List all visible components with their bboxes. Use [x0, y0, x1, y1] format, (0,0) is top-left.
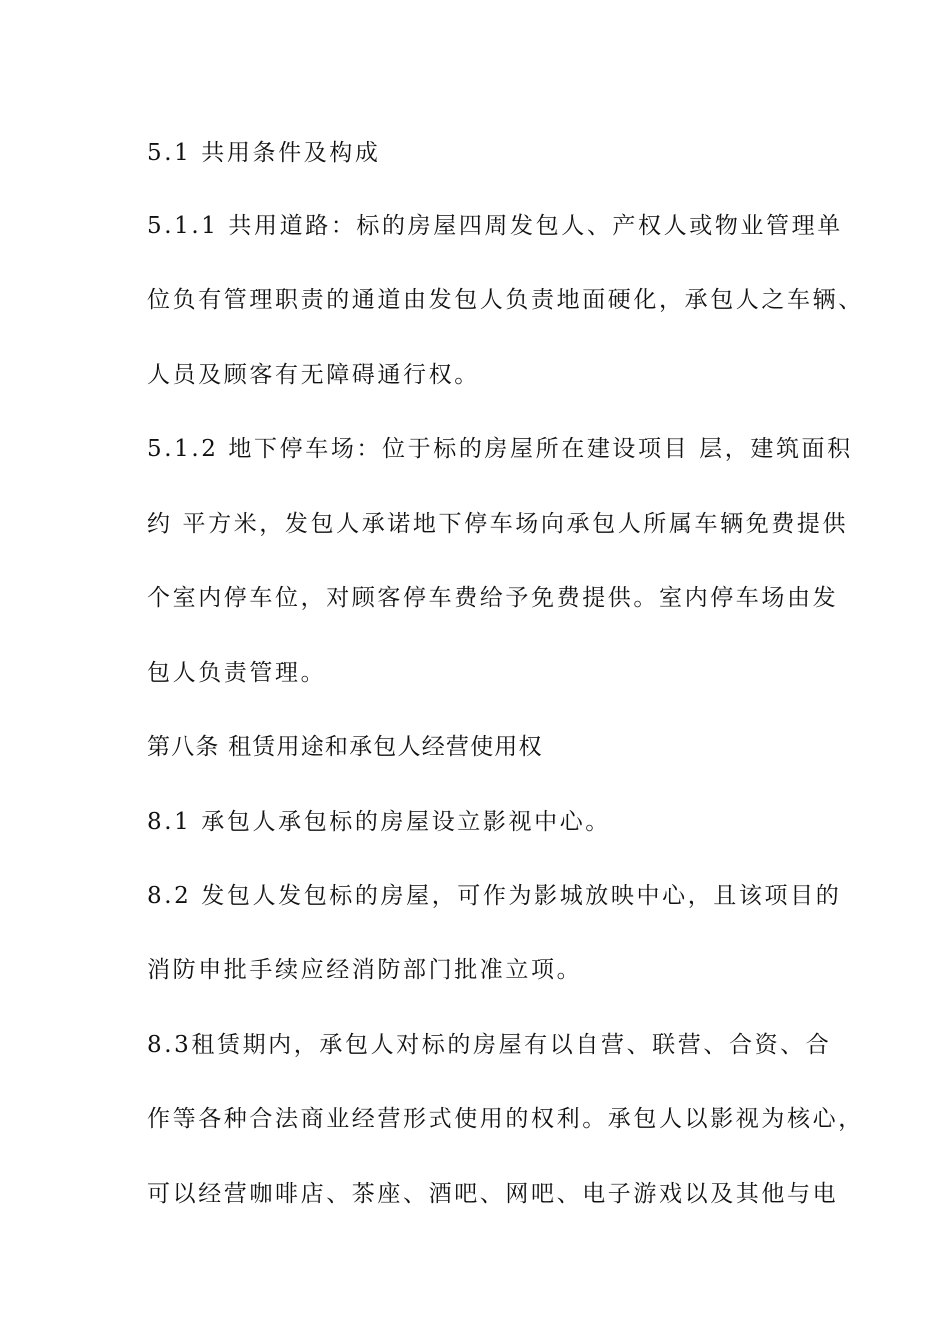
paragraph-line: 可以经营咖啡店、茶座、酒吧、网吧、电子游戏以及其他与电 [147, 1181, 839, 1207]
paragraph-line: 5.1.2 地下停车场：位于标的房屋所在建设项目 层，建筑面积 [147, 436, 853, 462]
paragraph-line: 作等各种合法商业经营形式使用的权利。承包人以影视为核心， [147, 1106, 864, 1132]
section-heading-5-1: 5.1 共用条件及构成 [147, 140, 381, 166]
paragraph-line: 位负有管理职责的通道由发包人负责地面硬化，承包人之车辆、 [147, 287, 864, 313]
paragraph-line: 8.3租赁期内，承包人对标的房屋有以自营、联营、合资、合 [147, 1032, 832, 1058]
paragraph-line: 5.1.1 共用道路：标的房屋四周发包人、产权人或物业管理单 [147, 213, 843, 239]
paragraph-line: 8.2 发包人发包标的房屋，可作为影城放映中心，且该项目的 [147, 883, 842, 909]
paragraph-line: 人员及顾客有无障碍通行权。 [147, 362, 480, 388]
paragraph-line: 个室内停车位，对顾客停车费给予免费提供。室内停车场由发 [147, 585, 839, 611]
paragraph-line: 包人负责管理。 [147, 660, 327, 686]
article-heading: 第八条 租赁用途和承包人经营使用权 [147, 734, 543, 760]
paragraph-line: 约 平方米，发包人承诺地下停车场向承包人所属车辆免费提供 [147, 511, 849, 537]
paragraph-line: 8.1 承包人承包标的房屋设立影视中心。 [147, 809, 611, 835]
paragraph-line: 消防申批手续应经消防部门批准立项。 [147, 957, 583, 983]
